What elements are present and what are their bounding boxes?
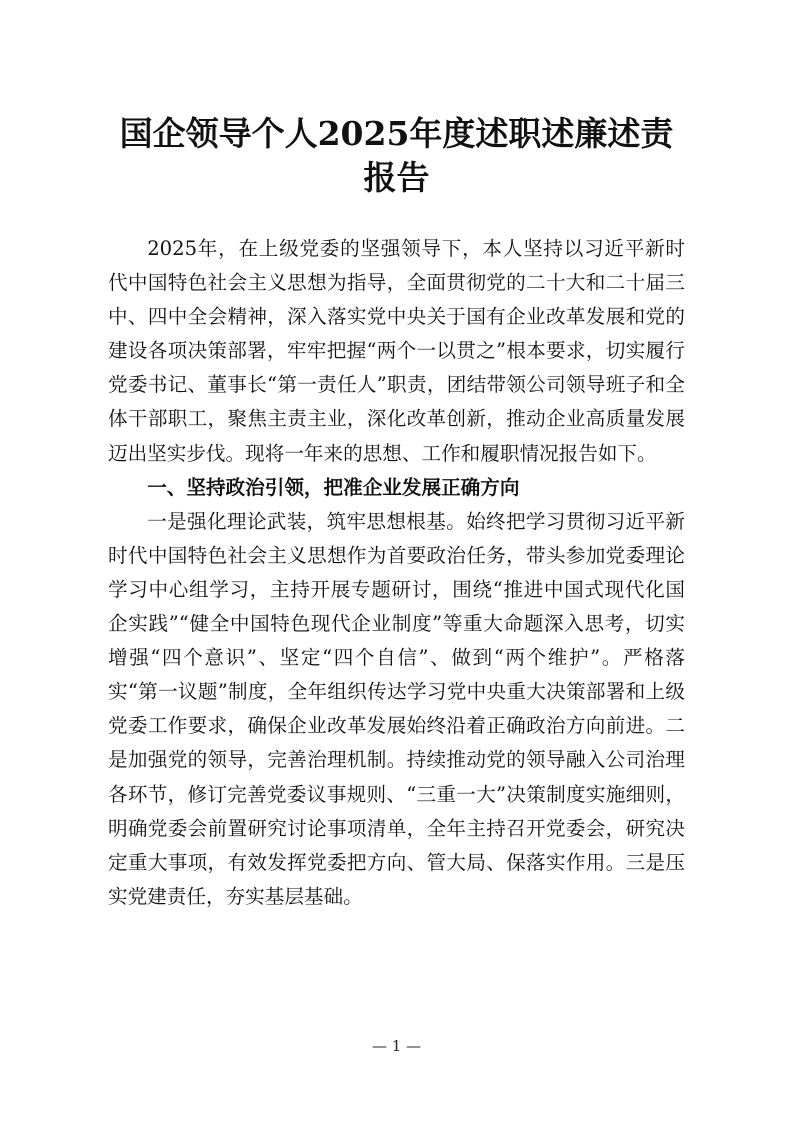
document-body <box>108 232 685 914</box>
section-1-paragraph: 一是强化理论武装，筑牢思想根基。始终把学习贯彻习近平新时代中国特色社会主义思想作为首要政治任务，带头参加党委理论学习中心组学习，主持开展专题研讨，围绕“推进中国式现代化国企实践”“健全中国特色现代企业制度”等重大命题深入思考，切实增强“四个意识”、坚定“四个自信”、做到“两个维护”。严格落实“第一议题”制度，全年组织传达学习党中央重大决策部署和上级党委工作要求，确保企业改革发展始终沿着正确政治方向前进。二是加强党的领导，完善治理机制。持续推动党的领导融入公司治理各环节，修订完善党委议事规则、“三重一大”决策制度实施细则，明确党委会前置研究讨论事项清单，全年主持召开党委会，研究决定重大事项，有效发挥党委把方向、管大局、保落实作用。三是压实党建责任，夯实基层基础。 <box>108 509 685 908</box>
document-title: 国企领导个人2025年度述职述廉述责报告 <box>119 114 674 197</box>
page-number: — 1 — <box>371 1037 422 1055</box>
intro-paragraph: 2025年，在上级党委的坚强领导下，本人坚持以习近平新时代中国特色社会主义思想为指导，全面贯彻党的二十大和二十届三中、四中全会精神，深入落实党中央关于国有企业改革发展和党的建设各项决策部署，牢牢把握“两个一以贯之”根本要求，切实履行党委书记、董事长“第一责任人”职责，团结带领公司领导班子和全体干部职工，聚焦主责主业，深化改革创新，推动企业高质量发展迈出坚实步伐。现将一年来的思想、工作和履职情况报告如下。 <box>108 237 685 465</box>
section-1-heading: 一、坚持政治引领，把准企业发展正确方向 <box>147 475 520 499</box>
